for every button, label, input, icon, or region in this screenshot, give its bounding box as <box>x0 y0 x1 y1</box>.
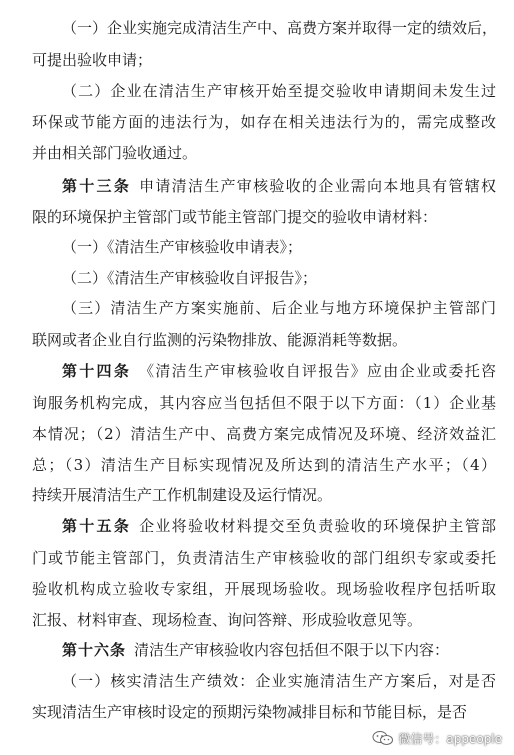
line-text: 清洁生产审核验收内容包括但不限于以下内容： <box>134 641 450 659</box>
line-text: （二）企业在清洁生产审核开始至提交验收申请期间未发生过 <box>62 82 496 100</box>
wechat-icon <box>372 730 394 746</box>
line-text: 《清洁生产审核验收自评报告》应由企业或委托咨 <box>139 362 496 380</box>
paragraph-line <box>0 699 514 725</box>
line-text: 并由相关部门验收通过。 <box>32 144 198 162</box>
paragraph-line <box>0 295 514 321</box>
line-text: 环保或节能方面的违法行为，如存在相关违法行为的，需完成整改 <box>32 113 496 131</box>
paragraph-line <box>0 204 514 230</box>
paragraph-line <box>0 15 514 41</box>
line-text: 汇报、材料审查、现场检查、询问答辩、形成验收意见等。 <box>32 611 423 629</box>
paragraph-line <box>0 140 514 166</box>
article-heading: 第十三条 <box>62 177 132 195</box>
watermark <box>372 727 502 749</box>
paragraph-line <box>0 109 514 135</box>
paragraph-line <box>0 265 514 291</box>
line-text: 总；（3）清洁生产目标实现情况及所达到的清洁生产水平；（4） <box>32 456 496 474</box>
paragraph-line <box>0 482 514 508</box>
line-text: 申请清洁生产审核验收的企业需向本地具有管辖权 <box>139 177 496 195</box>
line-text: 企业将验收材料提交至负责验收的环境保护主管部 <box>139 517 496 535</box>
line-text: 本情况；（2）清洁生产中、高费方案完成情况及环境、经济效益汇 <box>32 425 496 443</box>
paragraph-line <box>0 358 514 384</box>
paragraph-line <box>0 173 514 199</box>
line-text: （三）清洁生产方案实施前、后企业与地方环境保护主管部门 <box>62 299 496 317</box>
paragraph-line <box>0 47 514 73</box>
line-text: （一）《清洁生产审核验收申请表》； <box>62 238 303 256</box>
line-text: （一）企业实施完成清洁生产中、高费方案并取得一定的绩效后， <box>62 19 498 37</box>
article-heading: 第十六条 <box>62 641 127 659</box>
paragraph-line <box>0 452 514 478</box>
article-heading: 第十五条 <box>62 517 132 535</box>
line-text: 询服务机构完成，其内容应当包括但不限于以下方面：（1）企业基 <box>32 394 496 412</box>
paragraph-line <box>0 390 514 416</box>
paragraph-line <box>0 327 514 353</box>
line-text: 联网或者企业自行监测的污染物排放、能源消耗等数据。 <box>32 331 408 349</box>
paragraph-line <box>0 78 514 104</box>
paragraph-line <box>0 513 514 539</box>
line-text: 持续开展清洁生产工作机制建设及运行情况。 <box>32 486 333 504</box>
paragraph-line <box>0 234 514 260</box>
article-heading: 第十四条 <box>62 362 132 380</box>
paragraph-line <box>0 421 514 447</box>
line-text: 验收机构成立验收专家组，开展现场验收。现场验收程序包括听取 <box>32 580 496 598</box>
paragraph-line <box>0 668 514 694</box>
paragraph-line <box>0 576 514 602</box>
line-text: （二）《清洁生产审核验收自评报告》； <box>62 269 318 287</box>
paragraph-line <box>0 607 514 633</box>
line-text: 门或节能主管部门，负责清洁生产审核验收的部门组织专家或委托 <box>32 549 496 567</box>
line-text: 可提出验收申请； <box>32 51 153 69</box>
line-text: 实现清洁生产审核时设定的预期污染物减排目标和节能目标，是否 <box>32 703 468 721</box>
paragraph-line <box>0 545 514 571</box>
watermark-text: 微信号：appeople <box>398 731 502 746</box>
line-text: 限的环境保护主管部门或节能主管部门提交的验收申请材料： <box>32 208 438 226</box>
paragraph-line <box>0 637 514 663</box>
line-text: （一）核实清洁生产绩效：企业实施清洁生产方案后，对是否 <box>62 672 496 690</box>
